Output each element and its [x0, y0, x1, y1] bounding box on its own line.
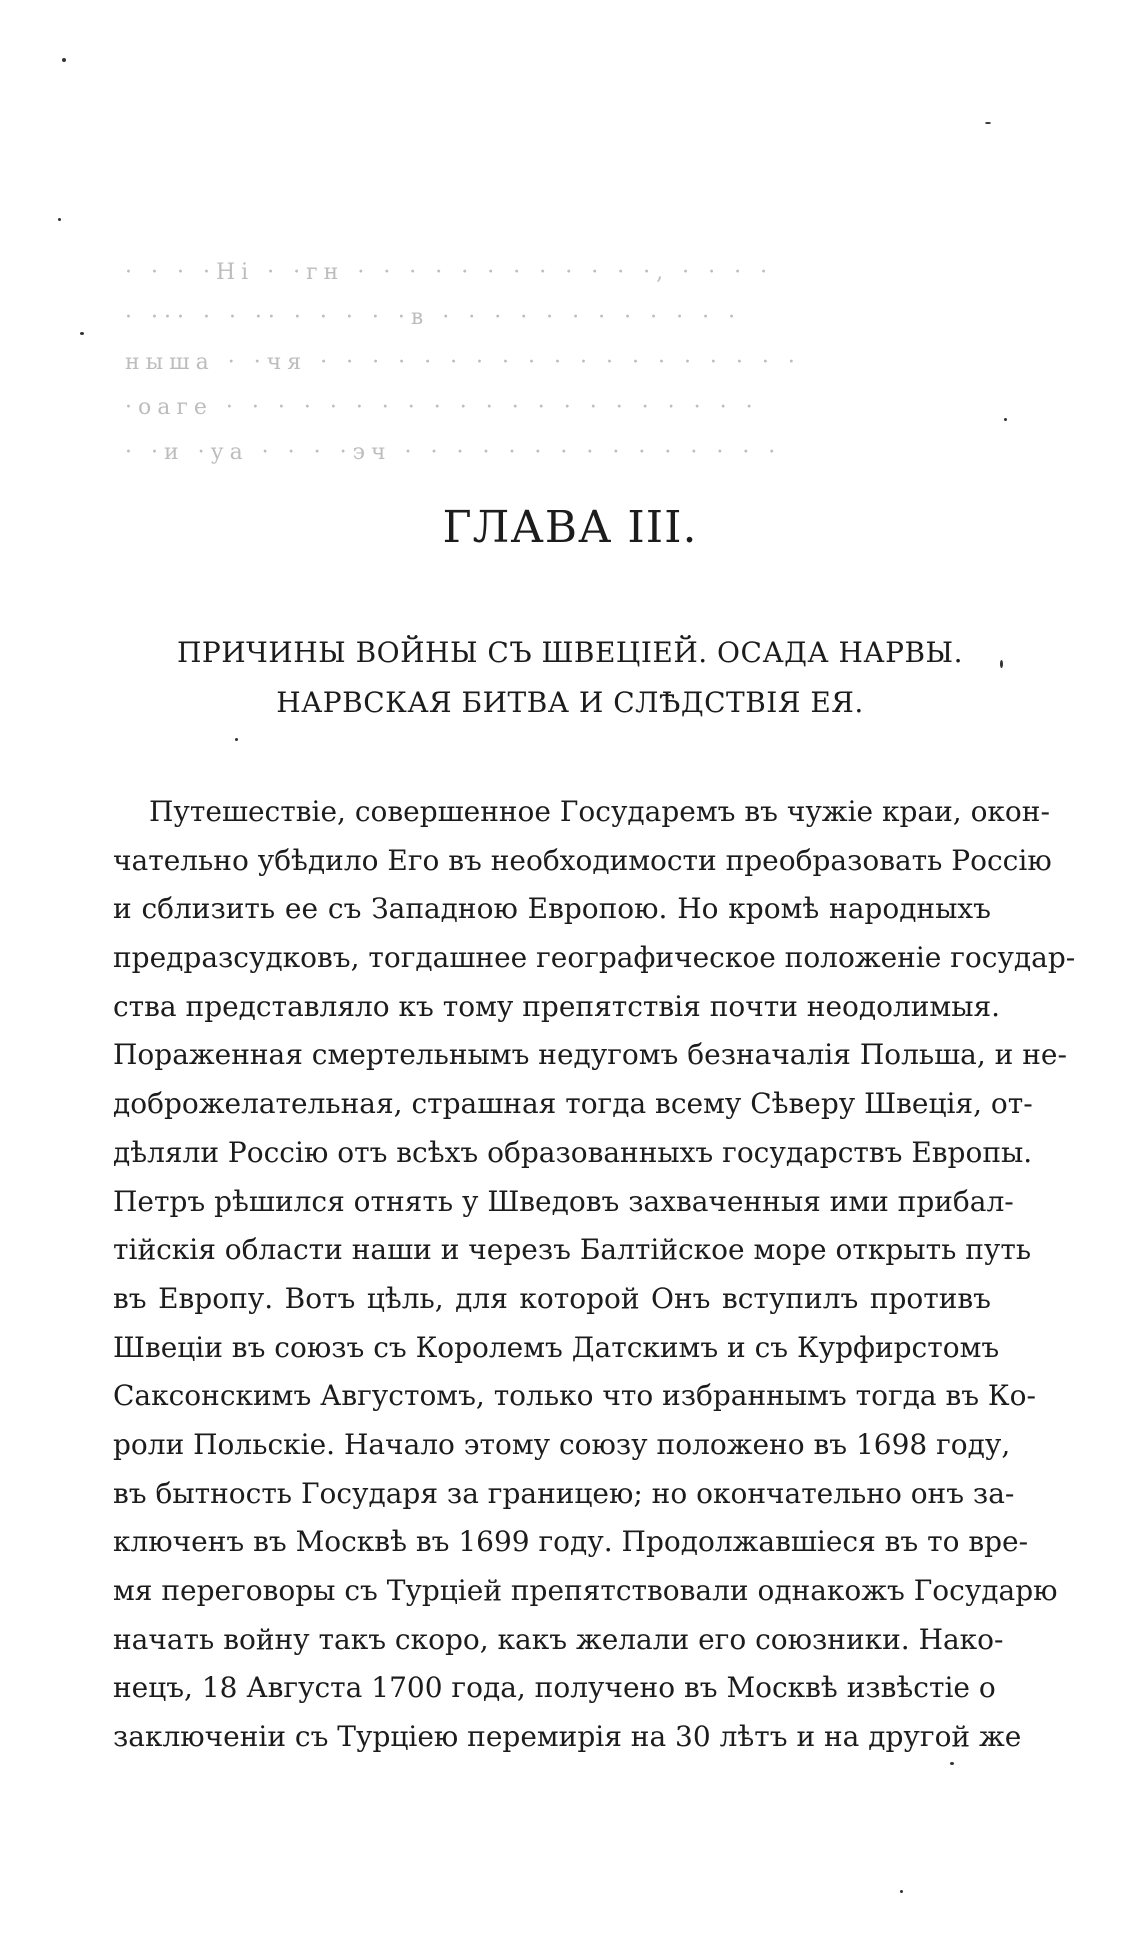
text-line: Саксонскимъ Августомъ, только что избраннымъ тогда въ Ко- [113, 1379, 1036, 1413]
scan-speck [62, 58, 66, 62]
text-line: начать войну такъ скоро, какъ желали его союзники. Нако- [113, 1622, 1004, 1656]
text-line: чательно убѣдило Его въ необходимости преобразовать Россію [113, 843, 1052, 877]
subtitle-line: ПРИЧИНЫ ВОЙНЫ СЪ ШВЕЦІЕЙ. ОСАДА НАРВЫ. [176, 636, 964, 669]
text-line: мя переговоры съ Турціей препятствовали однакожъ Государю [113, 1574, 1058, 1607]
text-line: Швеціи въ союзъ съ Королемъ Датскимъ и съ Курфирстомъ [113, 1330, 1000, 1364]
text-line: и сблизить ее съ Западною Европою. Но кромѣ народныхъ [113, 892, 991, 926]
text-line: Петръ рѣшился отнять у Шведовъ захваченныя ими прибал- [113, 1184, 1014, 1218]
scan-speck [1004, 418, 1007, 421]
text-line: Путешествіе, совершенное Государемъ въ чужіе краи, окон- [149, 795, 1050, 828]
text-line: предразсудковъ, тогдашнее географическое положеніе государ- [113, 941, 1076, 975]
scan-speck [985, 122, 991, 124]
chapter-title: ГЛАВА III. [442, 502, 698, 553]
chapter-subtitle [160, 628, 980, 728]
text-line: въ бытность Государя за границею; но окончательно онъ за- [113, 1476, 1015, 1510]
text-line: тійскія области наши и черезъ Балтійское море открыть путь [113, 1233, 1032, 1267]
text-line: ства представляло къ тому препятствія почти неодолимыя. [113, 989, 1001, 1023]
text-line: роли Польскіе. Начало этому союзу положено въ 1698 году, [113, 1427, 1011, 1461]
scan-speck [950, 1762, 954, 1765]
body-paragraph [113, 788, 1076, 1762]
text-line: нецъ, 18 Августа 1700 года, получено въ Москвѣ извѣстіе о [113, 1671, 996, 1705]
scan-speck [900, 1890, 903, 1893]
text-line: заключеніи съ Турціею перемирія на 30 лѣтъ и на другой же [113, 1720, 1022, 1754]
text-line: Пораженная смертельнымъ недугомъ безначалія Польша, и не- [113, 1038, 1067, 1072]
scan-speck [235, 738, 238, 741]
text-line: дѣляли Россію отъ всѣхъ образованныхъ государствъ Европы. [113, 1135, 1033, 1169]
text-line: ключенъ въ Москвѣ въ 1699 году. Продолжавшіеся въ то вре- [113, 1525, 1029, 1559]
text-line: въ Европу. Вотъ цѣль, для которой Онъ вступилъ противъ [113, 1281, 991, 1315]
subtitle-line: НАРВСКАЯ БИТВА И СЛѢДСТВІЯ ЕЯ. [276, 686, 864, 719]
scan-speck [80, 332, 84, 335]
bleed-through-text: · · · ·Ні · ·гн · · · · · · · · · · · ·, · · · · · ··· · · ·· · · · · ·в · · · · · · · · · · · · ныша · ·чя · · · · · · · · · · · · · · · · · · · ·оаге · · · · · · · · · · · · · · · · · · · · · · ·и ·уа · · · ·эч · · · · · · · · · · · · · · · [125, 260, 801, 465]
scan-speck [1000, 660, 1003, 668]
text-line: доброжелательная, страшная тогда всему Сѣверу Швеція, от- [113, 1087, 1033, 1121]
scan-speck [58, 218, 61, 221]
